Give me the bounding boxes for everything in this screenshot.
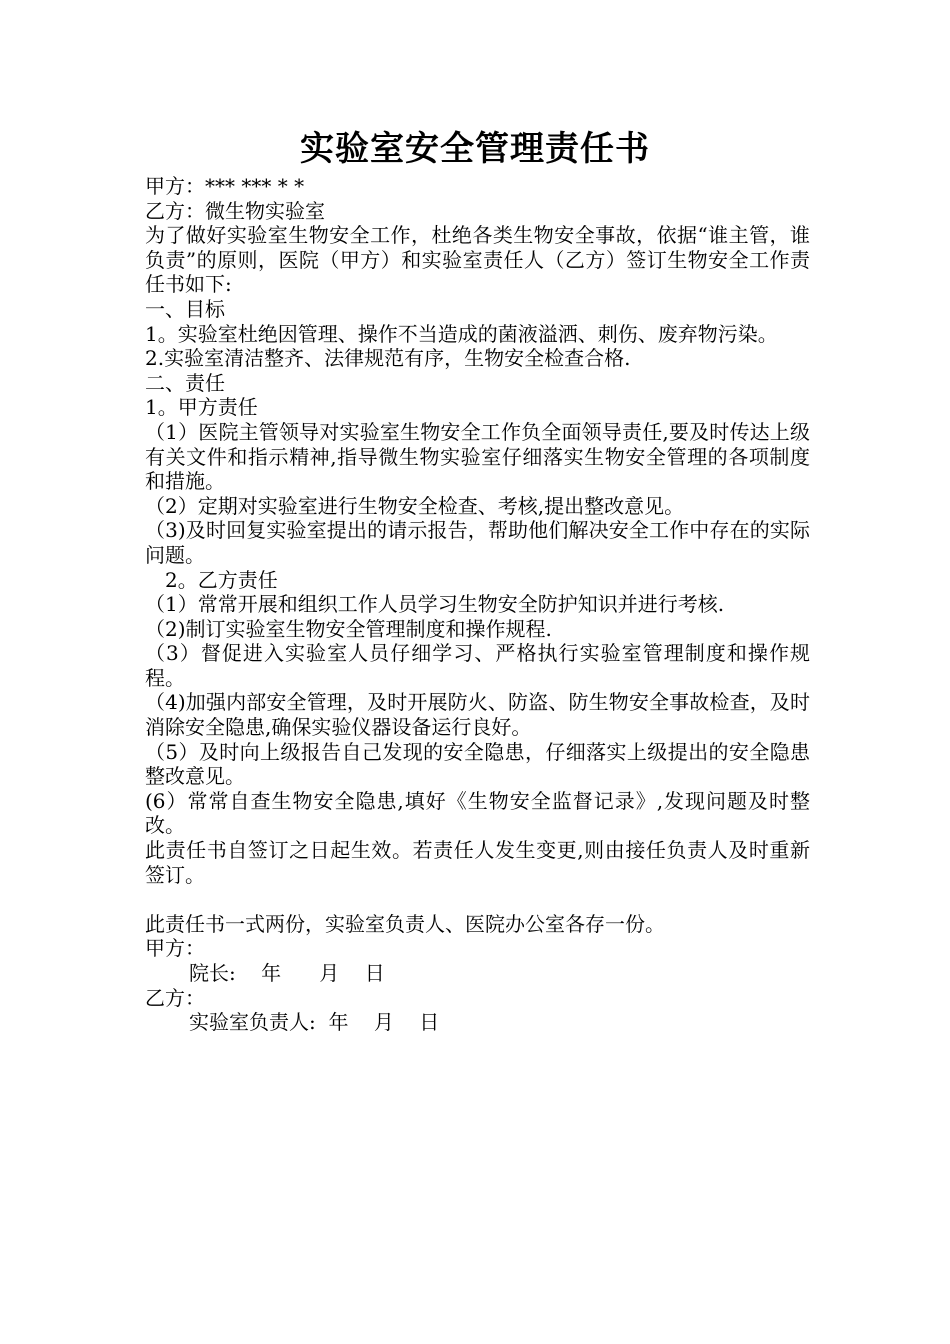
party-a-item-1: （1）医院主管领导对实验室生物安全工作负全面领导责任,要及时传达上级有关文件和指示精神,指导微生物实验室仔细落实生物安全管理的各项制度和措施。 [145, 419, 810, 494]
party-a-item-2: （2）定期对实验室进行生物安全检查、考核,提出整改意见。 [145, 493, 685, 518]
section-heading-responsibilities: 二、责任 [145, 370, 225, 395]
goal-item-1: 1。实验室杜绝因管理、操作不当造成的菌液溢洒、刺伤、废弃物污染。 [145, 321, 778, 346]
party-b-line: 乙方：微生物实验室 [145, 198, 325, 223]
party-b-item-1: （1）常常开展和组织工作人员学习生物安全防护知识并进行考核. [145, 592, 725, 617]
document-body [145, 174, 810, 1035]
party-b-item-5: （5）及时向上级报告自己发现的安全隐患，仔细落实上级提出的安全隐患整改意见。 [145, 739, 810, 789]
signature-party-a-line: 院长: 年 月 日 [189, 961, 385, 985]
signature-party-a-label: 甲方： [145, 936, 205, 961]
document-title: 实验室安全管理责任书 [300, 129, 650, 169]
party-b-item-3: （3）督促进入实验室人员仔细学习、严格执行实验室管理制度和操作规程。 [145, 641, 810, 690]
party-a-item-3: （3)及时回复实验室提出的请示报告，帮助他们解决安全工作中存在的实际问题。 [145, 518, 810, 567]
party-a-line: 甲方：*** *** * * [145, 174, 305, 198]
subheading-party-a-responsibilities: 1。甲方责任 [145, 395, 258, 420]
subheading-party-b-responsibilities: 2。乙方责任 [165, 567, 278, 592]
effective-clause: 此责任书自签订之日起生效。若责任人发生变更,则由接任负责人及时重新签订。 [145, 838, 810, 887]
party-b-item-6: (6）常常自查生物安全隐患,填好《生物安全监督记录》,发现问题及时整改。 [145, 788, 810, 838]
signature-party-b-label: 乙方： [145, 985, 205, 1010]
goal-item-2: 2.实验室清洁整齐、法律规范有序，生物安全检查合格. [145, 346, 631, 371]
copies-clause: 此责任书一式两份，实验室负责人、医院办公室各存一份。 [145, 911, 665, 936]
intro-paragraph: 为了做好实验室生物安全工作，杜绝各类生物安全事故，依据“谁主管，谁负责”的原则，医院（甲方）和实验室责任人（乙方）签订生物安全工作责任书如下: [145, 223, 810, 297]
section-heading-goals: 一、目标 [145, 296, 225, 321]
blank-line [145, 887, 810, 912]
party-b-item-2: （2)制订实验室生物安全管理制度和操作规程. [145, 616, 552, 641]
signature-party-b-line: 实验室负责人: 年 月 日 [189, 1010, 440, 1035]
party-b-item-4: （4)加强内部安全管理，及时开展防火、防盗、防生物安全事故检查，及时消除安全隐患,确保实验仪器设备运行良好。 [145, 690, 810, 740]
